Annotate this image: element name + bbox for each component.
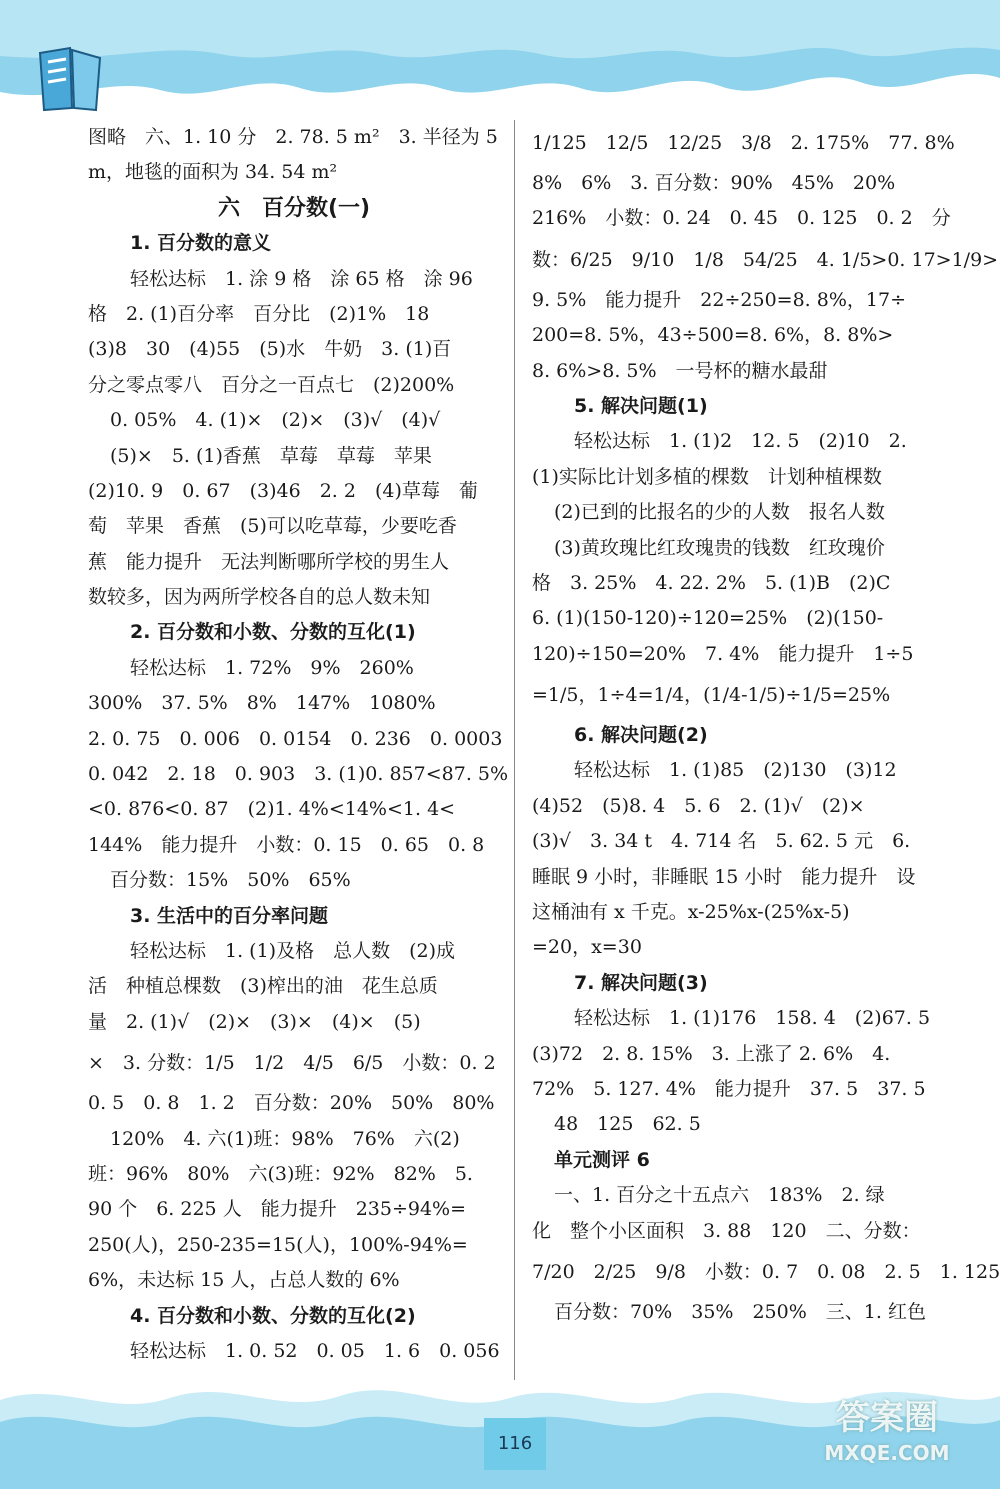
site-watermark (802, 1398, 972, 1478)
answer-line: 轻松达标 1. 72% 9% 260% (130, 656, 414, 679)
answer-line: 0. 5 0. 8 1. 2 百分数：20% 50% 80% (88, 1092, 495, 1115)
answer-line: 6%，未达标 15 人，占总人数的 6% (88, 1269, 400, 1292)
answer-line: (5)× 5. (1)香蕉 草莓 草莓 苹果 (110, 444, 432, 467)
answer-line: 8. 6%>8. 5% 一号杯的糖水最甜 (532, 359, 828, 382)
answer-line-fractions: 1/125 12/5 12/25 3/8 2. 175% 77. 8% (532, 132, 955, 154)
answer-line: 活 种植总棵数 (3)榨出的油 花生总质 (88, 975, 438, 998)
answer-line: 250(人)，250-235=15(人)，100%-94%= (88, 1233, 468, 1256)
answer-line: 0. 05% 4. (1)× (2)× (3)√ (4)√ (110, 409, 441, 432)
answer-line-fractions: × 3. 分数：1/5 1/2 4/5 6/5 小数：0. 2 (88, 1052, 496, 1075)
answer-line: 化 整个小区面积 3. 88 120 二、分数： (532, 1219, 921, 1242)
top-wave-banner (0, 0, 1000, 120)
answer-line: (3)√ 3. 34 t 4. 714 名 5. 62. 5 元 6. (532, 830, 911, 853)
answer-line: (2)已到的比报名的少的人数 报名人数 (554, 501, 885, 524)
answer-line: (4)52 (5)8. 4 5. 6 2. (1)√ (2)× (532, 794, 865, 817)
answer-line: (1)实际比计划多植的棵数 计划种植棵数 (532, 465, 882, 488)
chapter-title: 六 百分数(一) (217, 195, 371, 221)
answer-line: 90 个 6. 225 人 能力提升 235÷94%= (88, 1198, 467, 1221)
lesson-heading: 3. 生活中的百分率问题 (130, 904, 329, 927)
answer-line: 144% 能力提升 小数：0. 15 0. 65 0. 8 (88, 833, 485, 856)
answer-line: 轻松达标 1. (1)85 (2)130 (3)12 (574, 759, 897, 782)
answer-line: 睡眠 9 小时，非睡眠 15 小时 能力提升 设 (532, 865, 916, 888)
answer-line: 蕉 能力提升 无法判断哪所学校的男生人 (88, 550, 450, 573)
answer-line: (3)8 30 (4)55 (5)水 牛奶 3. (1)百 (88, 338, 452, 361)
answer-line: 2. 0. 75 0. 006 0. 0154 0. 236 0. 0003 (88, 727, 503, 750)
answer-line: 萄 苹果 香蕉 (5)可以吃草莓，少要吃香 (88, 515, 457, 538)
answer-line: 轻松达标 1. 涂 9 格 涂 65 格 涂 96 (130, 267, 473, 290)
answer-line: 分之零点零八 百分之一百点七 (2)200% (88, 373, 455, 396)
answer-line: 120)÷150=20% 7. 4% 能力提升 1÷5 (532, 642, 914, 665)
column-divider (514, 120, 515, 1380)
answer-line: 量 2. (1)√ (2)× (3)× (4)× (5) (88, 1010, 421, 1033)
answer-line: 这桶油有 x 千克。x-25%x-(25%x-5) (532, 901, 850, 924)
lesson-heading: 5. 解决问题(1) (574, 394, 708, 417)
lesson-heading: 1. 百分数的意义 (130, 232, 272, 255)
answer-line: 216% 小数：0. 24 0. 45 0. 125 0. 2 分 (532, 207, 951, 230)
answer-line: m，地毯的面积为 34. 54 m² (88, 161, 338, 184)
answer-line: (2)10. 9 0. 67 (3)46 2. 2 (4)草莓 葡 (88, 479, 478, 502)
answer-line: <0. 876<0. 87 (2)1. 4%<14%<1. 4< (88, 798, 456, 821)
watermark-line: MXQE.COM (824, 1441, 950, 1465)
answer-line: 9. 5% 能力提升 22÷250=8. 8%，17÷ (532, 288, 906, 311)
left-column (88, 120, 509, 1369)
lesson-heading: 6. 解决问题(2) (574, 724, 708, 747)
answer-line: (3)黄玫瑰比红玫瑰贵的钱数 红玫瑰价 (554, 536, 885, 559)
answer-line: 轻松达标 1. 0. 52 0. 05 1. 6 0. 056 (130, 1339, 500, 1362)
answer-line-fractions: 数：6/25 9/10 1/8 54/25 4. 1/5>0. 17>1/9> (532, 248, 999, 271)
answer-line: =20，x=30 (532, 936, 642, 959)
answer-line: 120% 4. 六(1)班：98% 76% 六(2) (110, 1127, 460, 1150)
answer-line: 轻松达标 1. (1)及格 总人数 (2)成 (130, 939, 455, 962)
watermark-line: 答案圈 (836, 1398, 938, 1438)
answer-line: 300% 37. 5% 8% 147% 1080% (88, 692, 436, 715)
book-logo-icon (30, 38, 110, 118)
answer-line: 百分数：70% 35% 250% 三、1. 红色 (554, 1300, 926, 1323)
answer-line: 48 125 62. 5 (554, 1113, 701, 1136)
answer-line: 百分数：15% 50% 65% (110, 869, 351, 892)
right-column (532, 120, 1000, 1330)
lesson-heading: 7. 解决问题(3) (574, 971, 708, 994)
page-number: 116 (484, 1418, 546, 1470)
answer-line: 轻松达标 1. (1)2 12. 5 (2)10 2. (574, 430, 907, 453)
answer-line: 一、1. 百分之十五点六 183% 2. 绿 (554, 1184, 885, 1207)
answer-line: 数较多，因为两所学校各自的总人数未知 (88, 586, 431, 609)
answer-line-fractions: =1/5，1÷4=1/4，(1/4-1/5)÷1/5=25% (532, 684, 891, 707)
answer-line: 6. (1)(150-120)÷120=25% (2)(150- (532, 607, 884, 630)
answer-line: 轻松达标 1. (1)176 158. 4 (2)67. 5 (574, 1007, 931, 1030)
answer-line-fractions: 7/20 2/25 9/8 小数：0. 7 0. 08 2. 5 1. 125 (532, 1260, 1000, 1283)
answer-line: 格 3. 25% 4. 22. 2% 5. (1)B (2)C (532, 571, 891, 594)
answer-line: 8% 6% 3. 百分数：90% 45% 20% (532, 172, 896, 194)
answer-line: 格 2. (1)百分率 百分比 (2)1% 18 (88, 302, 430, 325)
answer-line: 200=8. 5%，43÷500=8. 6%，8. 8%> (532, 324, 894, 347)
answer-line: 图略 六、1. 10 分 2. 78. 5 m² 3. 半径为 5 (88, 126, 498, 148)
answer-line: 72% 5. 127. 4% 能力提升 37. 5 37. 5 (532, 1077, 926, 1100)
lesson-heading: 单元测评 6 (554, 1148, 650, 1171)
answer-line: 班：96% 80% 六(3)班：92% 82% 5. (88, 1162, 473, 1185)
answer-line: 0. 042 2. 18 0. 903 3. (1)0. 857<87. 5% (88, 763, 509, 786)
answer-line: (3)72 2. 8. 15% 3. 上涨了 2. 6% 4. (532, 1042, 891, 1065)
lesson-heading: 4. 百分数和小数、分数的互化(2) (130, 1304, 416, 1327)
lesson-heading: 2. 百分数和小数、分数的互化(1) (130, 621, 416, 644)
